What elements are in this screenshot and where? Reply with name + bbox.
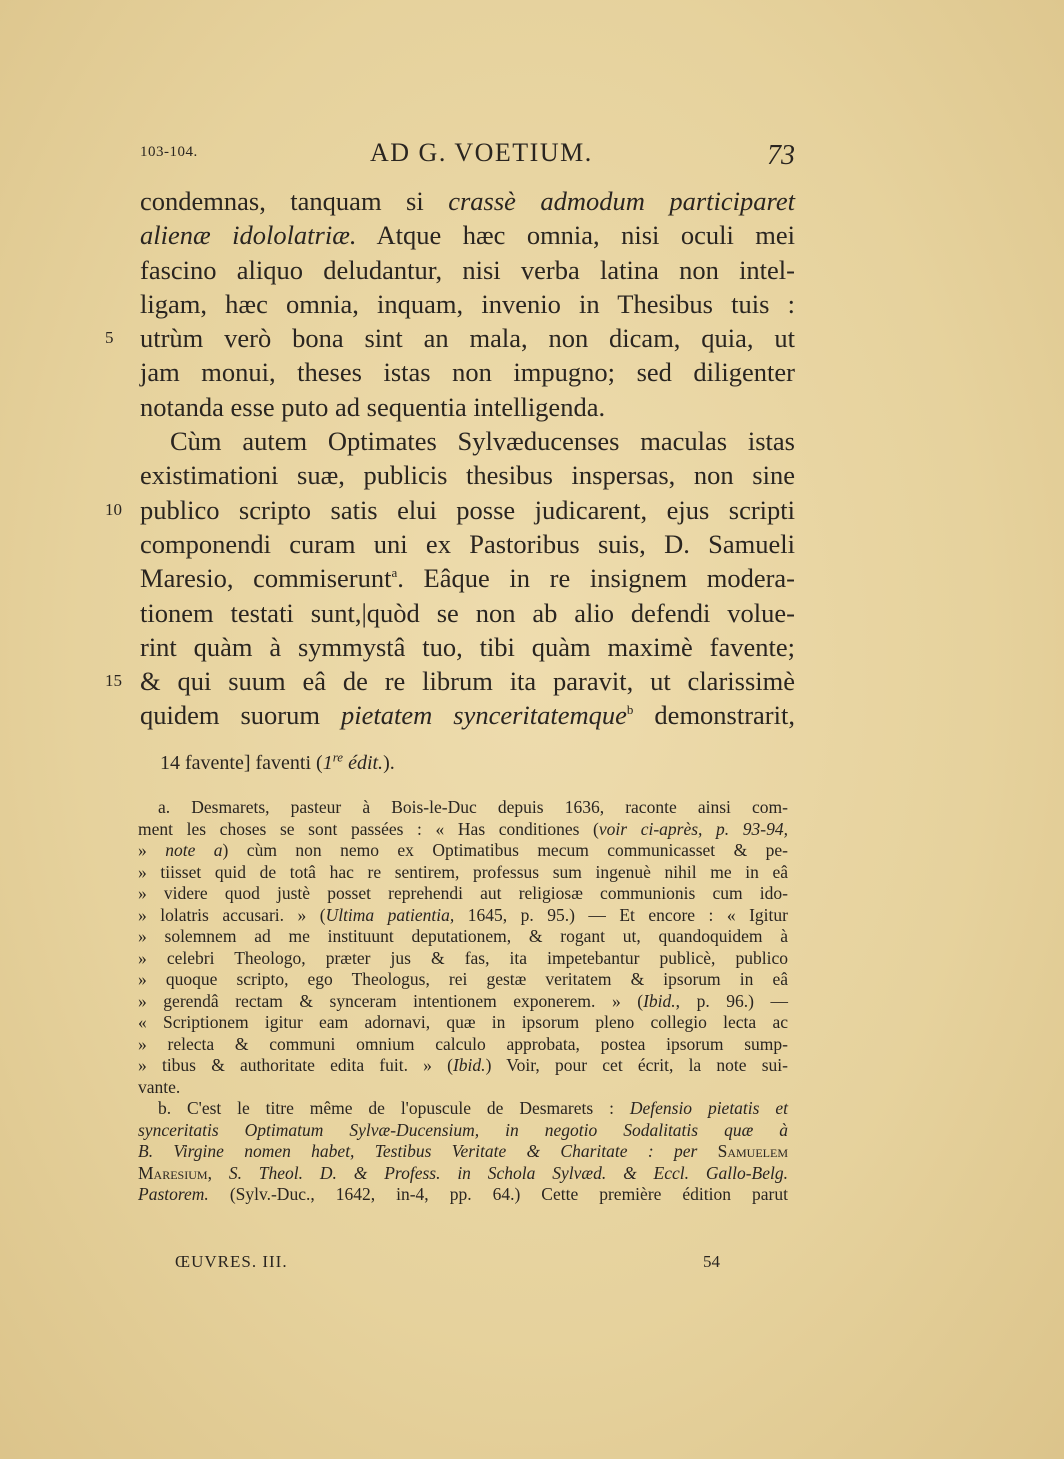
text-run: ) Voir, pour cet écrit, la note sui- [485,1055,788,1075]
work-volume: ŒUVRES. III. [175,1252,288,1271]
text-run: » lolatris accusari. » ( [138,904,326,925]
text-line [140,390,795,424]
italic-text: S. Theol. D. & Profess. in Schola Sylvæd. & Eccl. Gallo-Belg. [228,1162,788,1183]
text-run: 14 favente] faventi ( [160,752,323,774]
text-line [105,493,795,527]
text-run: Cùm autem Optimates Sylvæducenses maculas istas [170,426,795,457]
italic-text: voir ci-après, p. 93-94, [598,818,788,839]
footnotes [138,797,788,1206]
italic-text: B. Virgine nomen habet, Testibus Veritate & Charitate : per [138,1141,698,1161]
text-run: ment les choses se sont passées : « Has conditiones ( [138,818,599,839]
footnote-line [138,1141,788,1163]
italic-text: 1 [322,752,333,774]
text-run: ligam, hæc omnia, inquam, invenio in Thesibus tuis : [140,288,795,319]
running-title: AD G. VOETIUM. [370,138,593,167]
text-run: ). [383,752,395,774]
signature-mark: 54 [703,1252,720,1271]
text-run: » tiisset quid de totâ hac re sentirem, professus sum ingenuè nihil me in eâ [138,861,788,882]
text-run: 1645, p. 95.) — Et encore : « Igitur [454,904,788,925]
text-run: & qui suum eâ de re librum ita paravit, ut clarissimè [140,666,795,697]
text-line [140,698,795,732]
footnote-line [138,1077,788,1099]
footnote-line [138,840,788,862]
text-line [140,527,795,561]
text-run: jam monui, theses istas non impugno; sed diligenter [140,357,795,388]
text-run: b. C'est le titre même de l'opuscule de Desmarets : [158,1098,630,1118]
main-text [105,184,796,733]
text-line [140,630,795,664]
text-run: quidem suorum [140,700,341,731]
text-line [140,287,795,321]
footnote-marker: a [391,565,398,581]
footnote-line [138,797,788,819]
text-line [105,321,795,355]
italic-text: crassè admodum participaret [448,186,795,216]
footnote-line [138,926,788,948]
footnote-line [138,1055,788,1077]
italic-text: Ultima patientia, [325,904,455,925]
text-run: » tibus & authoritate edita fuit. » ( [138,1055,453,1075]
small-caps-text: Samuelem [697,1141,788,1161]
text-line [140,458,795,492]
text-run: componendi curam uni ex Pastoribus suis, D. Samueli [140,528,795,559]
italic-text: synceritatis Optimatum Sylvæ-Ducensium, in negotio Sodalitatis quæ à [138,1119,788,1140]
text-run: » [138,840,166,860]
text-run: existimationi suæ, publicis thesibus inspersas, non sine [140,460,795,491]
text-run: Maresio, commiserunt [140,563,392,594]
text-run: a. Desmarets, pasteur à Bois-le-Duc depuis 1636, raconte ainsi com- [158,797,788,817]
text-run: » solemnem ad me instituunt deputationem, & rogant ut, quandoquidem à [138,926,788,946]
text-run: « Scriptionem igitur eam adornavi, quæ in ipsorum pleno collegio lecta ac [138,1012,788,1032]
italic-text: Pastorem. [138,1184,209,1204]
page-footer [175,1252,720,1276]
running-header [140,138,795,178]
text-run: fascino aliquo deludantur, nisi verba latina non intel- [140,254,795,285]
footnote-line [138,819,788,841]
text-run: (Sylv.-Duc., 1642, in-4, pp. 64.) Cette première édition parut [208,1184,788,1204]
footnote-line [138,1184,788,1206]
text-line [140,424,795,458]
text-line [140,218,795,252]
text-run: tionem testati sunt,|quòd se non ab alio defendi volue- [140,597,795,628]
italic-text: alienæ idololatriæ. [140,220,357,251]
text-run: » videre quod justè posset reprehendi aut religiosæ communionis cum ido- [138,883,788,903]
line-number: 10 [105,499,122,519]
text-line [105,664,795,698]
footnote-line [138,1098,788,1120]
text-line [140,253,795,287]
italic-text: pietatem synceritatemque [341,700,627,731]
text-run: demonstrarit, [633,700,795,731]
footnote-line [138,969,788,991]
text-run: notanda esse puto ad sequentia intelligenda. [140,391,606,422]
text-run: rint quàm à symmystâ tuo, tibi quàm maximè favente; [140,631,795,662]
text-run: Atque hæc omnia, nisi oculi mei [356,220,795,251]
footnote-line [138,883,788,905]
text-run: » quoque scripto, ego Theologus, rei gestæ veritatem & ipsorum in eâ [138,969,788,989]
footnote-line [138,1012,788,1034]
footnote-marker: b [626,702,634,718]
italic-text: Defensio pietatis et [629,1098,788,1118]
footnote-line [138,991,788,1013]
italic-text: Ibid. [452,1055,486,1075]
italic-text: note a [165,840,223,860]
footnote-line [138,948,788,970]
footnote-line [138,862,788,884]
textual-variant-note [160,749,395,775]
text-line [140,355,795,389]
text-run: ) cùm non nemo ex Optimatibus mecum communicasset & pe- [222,840,789,860]
text-run: publico scripto satis elui posse judicarent, ejus scripti [140,494,795,525]
footnote-line [138,905,788,927]
text-run: » celebri Theologo, præter jus & fas, ita impetebantur publicè, publico [138,947,788,968]
page-number: 73 [767,140,795,171]
line-number: 15 [105,671,122,691]
footnote-line [138,1120,788,1142]
text-run: , p. 96.) — [675,990,789,1011]
text-run: » gerendâ rectam & synceram intentionem exponerem. » ( [138,990,644,1011]
text-line [140,184,795,218]
text-run: » relecta & communi omnium calculo approbata, postea ipsorum sump- [138,1033,788,1054]
italic-text: édit. [343,752,384,774]
small-caps-text: Maresium [138,1162,208,1183]
page-range: 103-104. [140,144,198,160]
text-run: , [207,1162,229,1183]
text-run: . Eâque in re insignem modera- [397,563,796,594]
footnote-marker: re [332,749,344,765]
text-run: condemnas, tanquam si [140,186,449,216]
footnote-line [138,1163,788,1185]
line-number: 5 [105,328,114,348]
text-line [140,561,795,595]
italic-text: Ibid. [643,990,676,1011]
footnote-line [138,1034,788,1056]
text-line [140,596,795,630]
text-run: utrùm verò bona sint an mala, non dicam, quia, ut [140,323,795,354]
text-run: vante. [138,1076,181,1097]
